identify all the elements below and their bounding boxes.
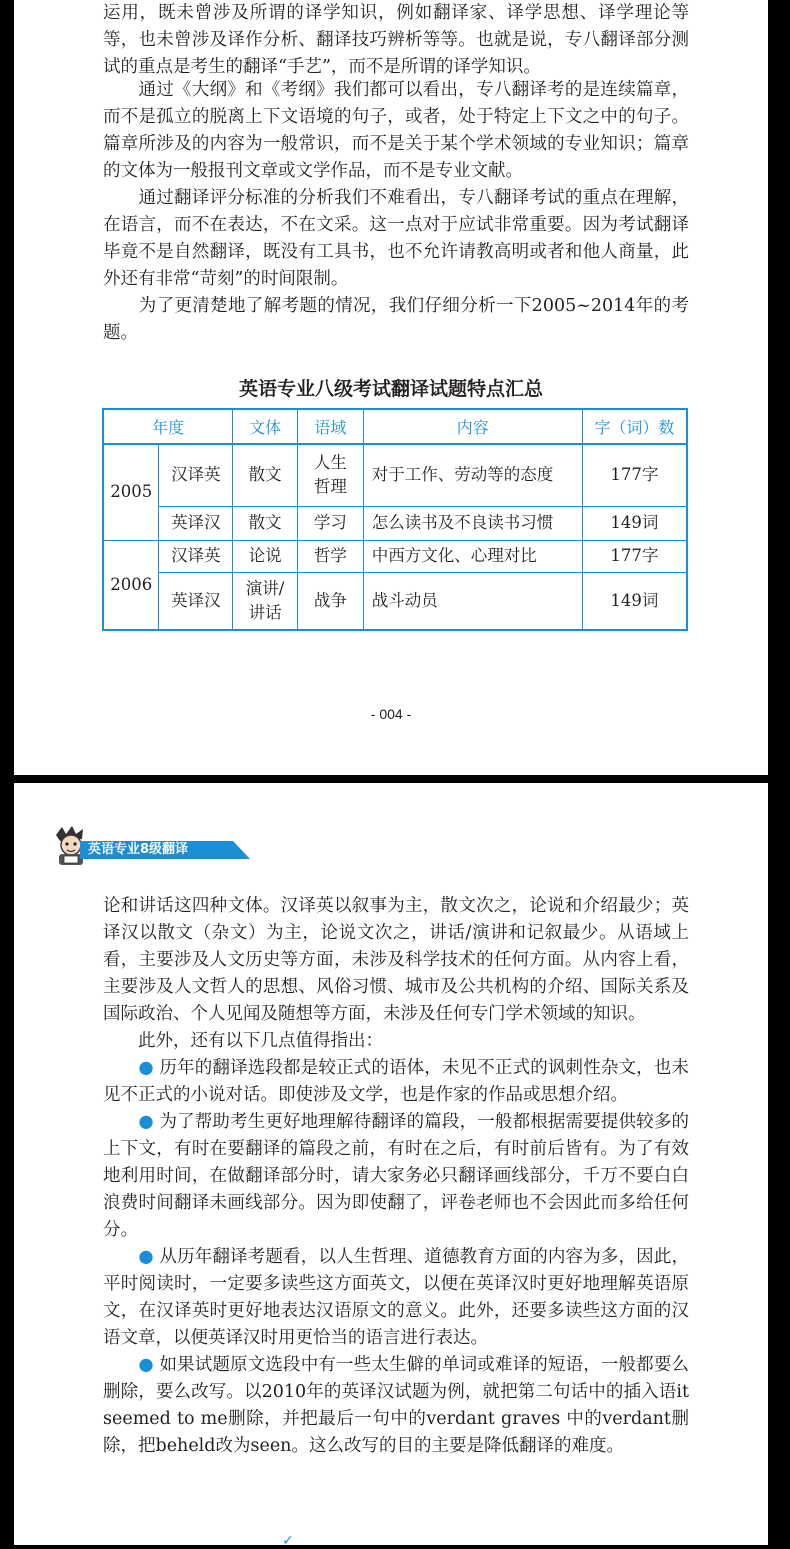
header-content: 内容	[363, 409, 582, 444]
content-cell: 中西方文化、心理对比	[363, 540, 582, 572]
table-row	[103, 540, 687, 572]
direction-cell: 汉译英	[159, 444, 233, 506]
domain-cell: 哲学	[297, 540, 363, 572]
paragraph: 论和讲话这四种文体。汉译英以叙事为主，散文次之，论说和介绍最少；英译汉以散文（杂文）为主，论说文次之，讲话/演讲和记叙最少。从语域上看，主要涉及人文历史等方面，未涉及科学技术的任何方面。从内容上看，主要涉及人文哲人的思想、风俗习惯、城市及公共机构的介绍、国际关系及国际政治、个人见闻及随想等方面，未涉及任何专门学术领域的知识。	[103, 896, 689, 1024]
domain-cell: 人生 哲理	[297, 444, 363, 506]
paragraph: 通过翻译评分标准的分析我们不难看出，专八翻译考试的重点在理解，在语言，而不在表达，不在文采。这一点对于应试非常重要。因为考试翻译毕竟不是自然翻译，既没有工具书，也不允许请教高明或者和他人商量，此外还有非常“苛刻”的时间限制。	[103, 188, 689, 289]
bullet-item	[103, 1055, 689, 1109]
paragraph: 运用，既未曾涉及所谓的译学知识，例如翻译家、译学思想、译学理论等等，也未曾涉及译作分析、翻译技巧辨析等等。也就是说，专八翻译部分测试的重点是考生的翻译“手艺”，而不是所谓的译学知识。	[103, 3, 689, 77]
header-year: 年度	[103, 409, 233, 444]
count-cell: 149词	[582, 506, 687, 540]
table-row	[103, 506, 687, 540]
bullet-text: 从历年翻译考题看，以人生哲理、道德教育方面的内容为多，因此，平时阅读时，一定要多读些这方面英文，以便在英译汉时更好地理解英语原文，在汉译英时更好地表达汉语原文的意义。此外，还要多读些这方面的汉语文章，以便英译汉时用更恰当的语言进行表达。	[103, 1247, 689, 1348]
bullet-icon: ●	[138, 1355, 154, 1375]
domain-cell: 学习	[297, 506, 363, 540]
running-header	[50, 837, 230, 861]
count-cell: 177字	[582, 540, 687, 572]
bullet-text: 历年的翻译选段都是较正式的语体，未见不正式的讽刺性杂文，也未见不正式的小说对话。即使涉及文学，也是作家的作品或思想介绍。	[103, 1058, 689, 1105]
count-cell: 149词	[582, 572, 687, 630]
direction-cell: 英译汉	[159, 506, 233, 540]
direction-cell: 英译汉	[159, 572, 233, 630]
summary-table	[102, 408, 688, 631]
table-row	[103, 444, 687, 506]
domain-cell: 战争	[297, 572, 363, 630]
paragraph: 通过《大纲》和《考纲》我们都可以看出，专八翻译考的是连续篇章，而不是孤立的脱离上下文语境的句子，或者，处于特定上下文之中的句子。篇章所涉及的内容为一般常识，而不是关于某个学术领域的专业知识；篇章的文体为一般报刊文章或文学作品，而不是专业文献。	[103, 80, 689, 181]
table-header-row	[103, 409, 687, 444]
paragraph: 为了更清楚地了解考题的情况，我们仔细分析一下2005~2014年的考题。	[103, 296, 689, 343]
header-count: 字（词）数	[582, 409, 687, 444]
check-mark-icon: ✓	[282, 1533, 294, 1549]
book-title-label: 英语专业8级翻译	[88, 842, 189, 857]
table-row	[103, 572, 687, 630]
content-cell: 对于工作、劳动等的态度	[363, 444, 582, 506]
paragraph: 此外，还有以下几点值得指出：	[103, 1031, 383, 1051]
bullet-text: 如果试题原文选段中有一些太生僻的单词或难译的短语，一般都要么删除，要么改写。以2010年的英译汉试题为例，就把第二句话中的插入语it seemed to me删除，并把最后一句中的verdant graves 中的verdant删除，把beheld改为seen。这么改写的目的主要是降低翻译的难度。	[103, 1355, 689, 1456]
bullet-item	[103, 1109, 689, 1244]
style-cell: 演讲/ 讲话	[233, 572, 298, 630]
year-cell: 2006	[103, 540, 159, 630]
bullet-icon: ●	[138, 1247, 154, 1267]
bullet-item	[103, 1352, 689, 1460]
style-cell: 论说	[233, 540, 298, 572]
page-number: - 004 -	[370, 706, 412, 722]
bullet-text: 为了帮助考生更好地理解待翻译的篇段，一般都根据需要提供较多的上下文，有时在要翻译的篇段之前，有时在之后，有时前后皆有。为了有效地利用时间，在做翻译部分时，请大家务必只翻译画线部分，千万不要白白浪费时间翻译未画线部分。因为即使翻了，评卷老师也不会因此而多给任何分。	[103, 1112, 689, 1240]
table-title: 英语专业八级考试翻译试题特点汇总	[238, 378, 543, 400]
style-cell: 散文	[233, 506, 298, 540]
page-005	[14, 783, 768, 1549]
page-004	[14, 0, 768, 775]
year-cell: 2005	[103, 444, 159, 540]
bullet-icon: ●	[138, 1112, 154, 1132]
content-cell: 怎么读书及不良读书习惯	[363, 506, 582, 540]
header-domain: 语域	[297, 409, 363, 444]
count-cell: 177字	[582, 444, 687, 506]
style-cell: 散文	[233, 444, 298, 506]
bullet-icon: ●	[138, 1058, 154, 1078]
direction-cell: 汉译英	[159, 540, 233, 572]
header-style: 文体	[233, 409, 298, 444]
bullet-item	[103, 1244, 689, 1352]
content-cell: 战斗动员	[363, 572, 582, 630]
